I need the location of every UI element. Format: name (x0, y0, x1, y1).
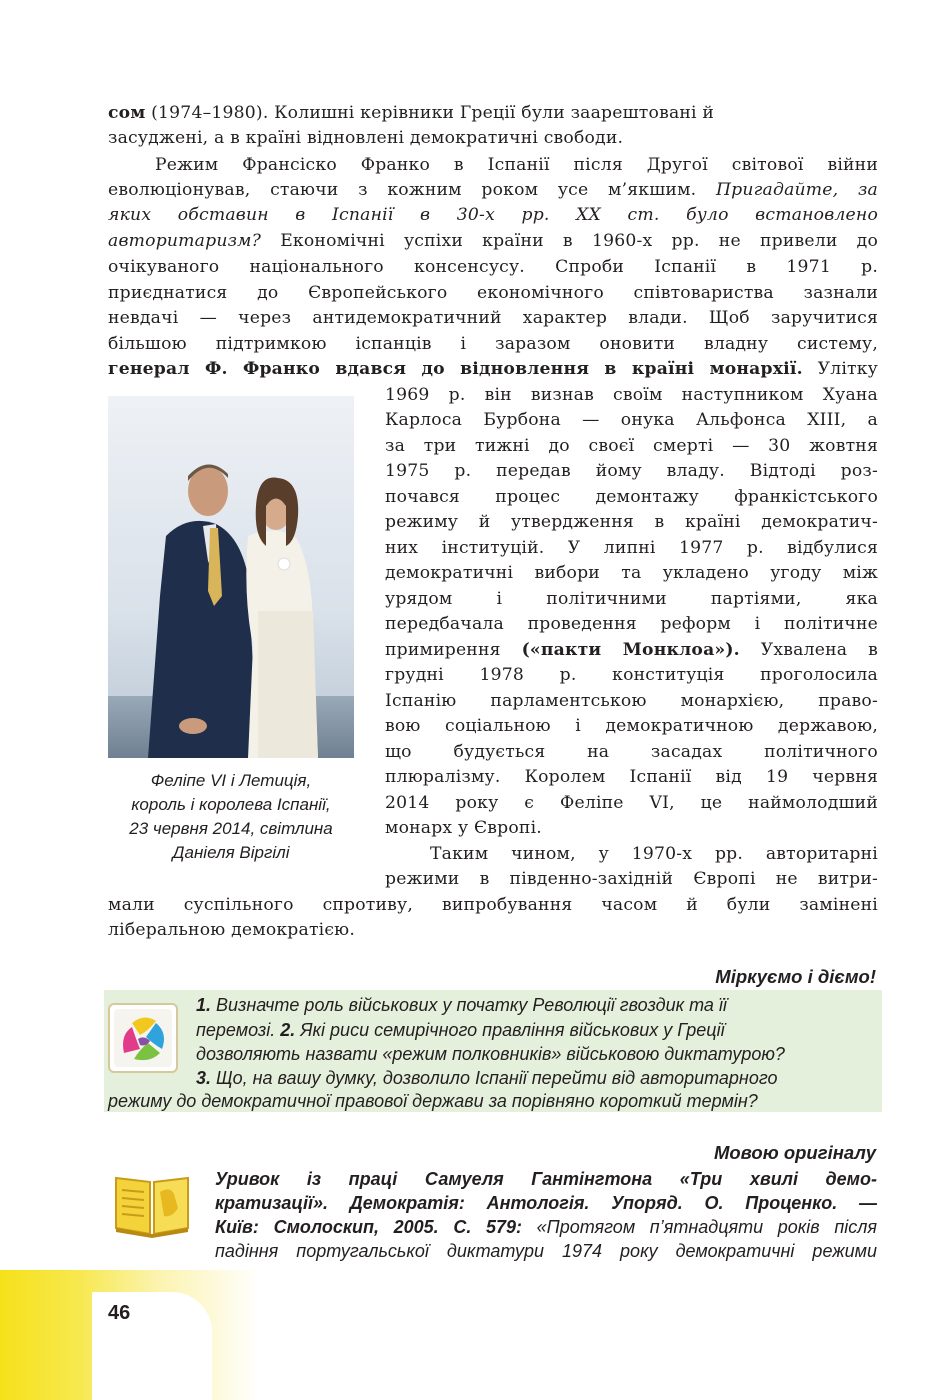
photo-illustration (108, 396, 354, 758)
hands-icon-graphic (110, 1005, 176, 1071)
bold-term: сом (108, 103, 146, 123)
question-span: авторитаризм? (108, 231, 262, 251)
text-line: плюралізму. Королем Іспанії від 19 червня (385, 767, 878, 787)
text-line: ліберальною демократією. (108, 920, 356, 940)
text-line: засуджені, а в країні відновлені демократичні свободи. (108, 128, 624, 148)
text-line (385, 638, 878, 663)
tasks-title: Міркуємо і діємо! (715, 966, 876, 987)
text-span: (1974–1980). Колишні керівники Греції були заарештовані й (145, 103, 715, 123)
text-span: еволюціонував, стаючи з кожним роком усе м’якшим. (108, 180, 697, 200)
task-line (196, 1066, 778, 1090)
text-line: яких обставин в Іспанії в 30-х рр. XX ст. було встановлено (108, 205, 878, 225)
book-icon-graphic (112, 1168, 192, 1240)
text-line (108, 357, 878, 382)
text-line: 2014 року є Феліпе VI, це наймолодший (385, 793, 878, 813)
source-title: Мовою оригіналу (713, 1142, 876, 1163)
text-line: Таким чином, у 1970-х рр. авторитарні (430, 844, 878, 864)
text-line: більшою підтримкою іспанців і заразом оновити владну систему, (108, 334, 878, 354)
text-line: 1975 р. передав йому владу. Відтоді роз- (385, 461, 878, 481)
photo-caption (108, 769, 354, 865)
task-text: Що, на вашу думку, дозволило Іспанії перейти від авторитарного (211, 1068, 778, 1088)
text-span: Улітку (802, 359, 878, 379)
task-text: перемозі. (196, 1020, 281, 1040)
text-line: режими в південно-західній Європі не витри- (385, 869, 878, 889)
task-line (196, 1018, 725, 1042)
text-line: Іспанію парламентською монархією, право- (385, 691, 878, 711)
text-line: них інституцій. У липні 1977 р. відбулися (385, 538, 878, 558)
text-line: приєднатися до Європейського економічного співтовариства зазнали (108, 283, 878, 303)
citation: Київ: Смолоскип, 2005. С. 579: (215, 1217, 522, 1237)
text-line: невдачі — через антидемократичний характер влади. Щоб заручитися (108, 308, 878, 328)
task-number: 1. (196, 995, 212, 1015)
caption-line: король і королева Іспанії, (131, 795, 331, 814)
text-line (108, 101, 878, 126)
caption-line: Феліпе VI і Летиція, (150, 771, 312, 790)
text-line: Режим Франсіско Франко в Іспанії після Другої світової війни (155, 155, 878, 175)
task-number: 2. (280, 1020, 296, 1040)
source-line (215, 1215, 877, 1239)
source-line: Уривок із праці Самуеля Гантінгтона «Три хвилі демо- (215, 1169, 877, 1189)
question-span: Пригадайте, за (696, 180, 878, 200)
text-span: примирення (385, 640, 522, 660)
text-line: що будується на засадах політичного (385, 742, 878, 762)
source-line: кратизації». Демократія: Антологія. Упоряд. О. Проценко. — (215, 1193, 877, 1213)
caption-line: Даніеля Віргілі (172, 843, 290, 862)
text-line: за три тижні до своєї смерті — 30 жовтня (385, 436, 878, 456)
source-line: падіння португальської диктатури 1974 року демократичні режими (215, 1241, 877, 1261)
bold-term: («пакти Монклоа»). (521, 640, 740, 660)
caption-line: 23 червня 2014, світлина (129, 819, 333, 838)
task-line: режиму до демократичної правової держави за порівняно короткий термін? (108, 1091, 758, 1111)
text-line: монарх у Європі. (385, 818, 542, 838)
text-line: 1969 р. він визнав своїм наступником Хуана (385, 385, 878, 405)
task-text: Які риси семирічного правління військових у Греції (295, 1020, 725, 1040)
photo-felipe-letizia (108, 396, 354, 758)
task-line: дозволяють назвати «режим полковників» військовою диктатурою? (196, 1044, 785, 1064)
task-number: 3. (196, 1068, 212, 1088)
text-line: очікуваного національного консенсусу. Спроби Іспанії в 1971 р. (108, 257, 878, 277)
text-line: грудні 1978 р. конституція проголосила (385, 665, 878, 685)
book-icon (112, 1168, 192, 1240)
text-line: мали суспільного спротиву, випробування часом й були замінені (108, 895, 878, 915)
text-line (108, 229, 878, 254)
text-line: демократичні вибори та укладено угоду між (385, 563, 878, 583)
task-line (196, 993, 727, 1017)
text-line: передбачала проведення реформ і політичне (385, 614, 878, 634)
text-line: урядом і політичними партіями, яка (385, 589, 878, 609)
text-line (108, 178, 878, 203)
task-text: Визначте роль військових у початку Революції гвоздик та її (211, 995, 727, 1015)
text-span: Ухвалена в (739, 640, 878, 660)
text-line: Карлоса Бурбона — онука Альфонса XIII, а (385, 410, 878, 430)
text-line: почався процес демонтажу франкістського (385, 487, 878, 507)
text-span: Економічні успіхи країни в 1960-х рр. не привели до (261, 231, 878, 251)
text-line: режиму й утвердження в країні демократич- (385, 512, 878, 532)
bold-term: генерал Ф. Франко вдався до відновлення в країні монархії. (108, 359, 803, 379)
hands-icon (108, 1003, 178, 1073)
page-number: 46 (108, 1302, 131, 1324)
text-line: вою соціальною і демократичною державою, (385, 716, 878, 736)
quote-text: «Протягом п’ятнадцяти років після (522, 1217, 877, 1237)
